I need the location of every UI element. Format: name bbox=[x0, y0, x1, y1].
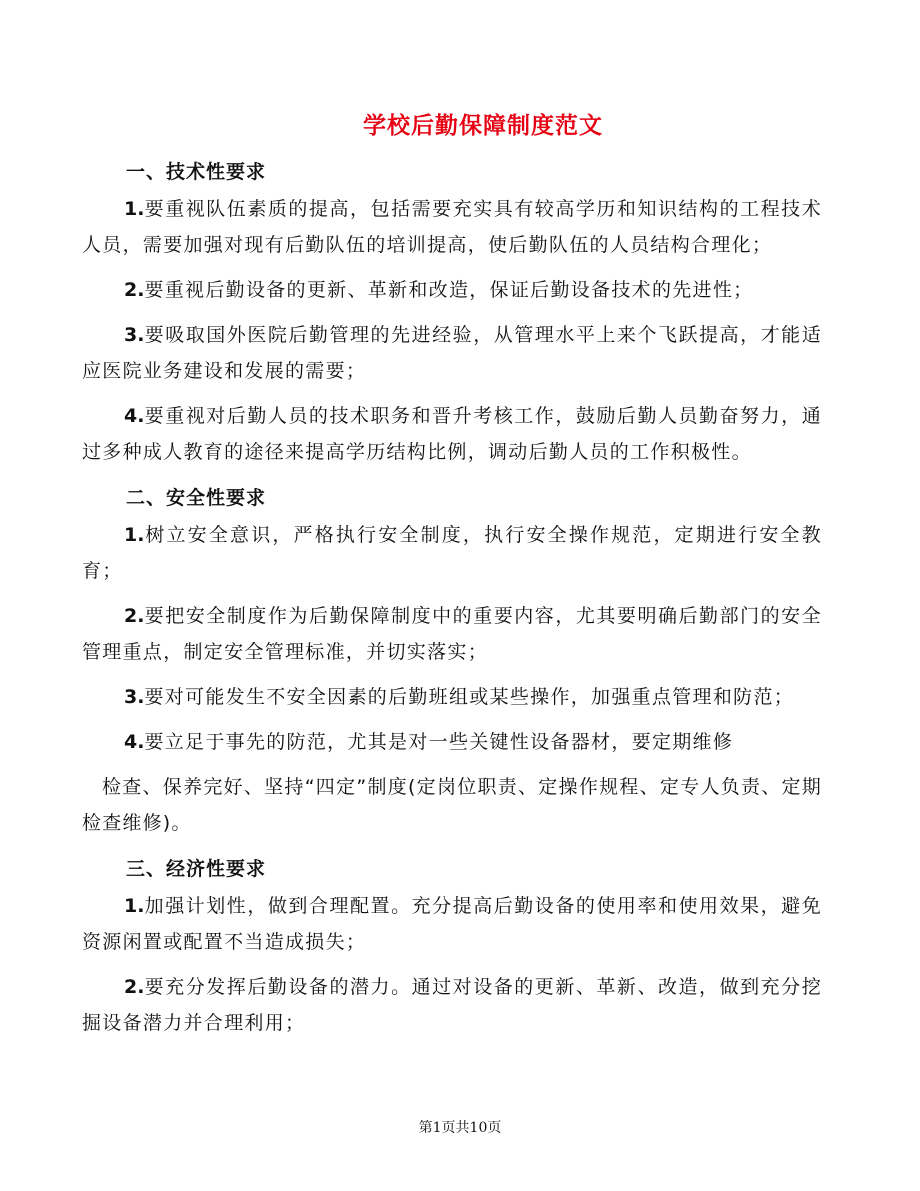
section-heading-safety: 二、安全性要求 bbox=[126, 487, 267, 509]
list-item bbox=[82, 517, 822, 589]
list-item bbox=[82, 888, 822, 960]
item-number: 3. bbox=[124, 686, 145, 708]
section-heading-economic: 三、经济性要求 bbox=[126, 858, 267, 880]
item-text: 要重视后勤设备的更新、革新和改造，保证后勤设备技术的先进性； bbox=[144, 279, 754, 301]
item-number: 1. bbox=[124, 895, 145, 917]
item-text: 加强计划性，做到合理配置。充分提高后勤设备的使用率和使用效果，避免资源闲置或配置不当造成损失； bbox=[82, 895, 822, 953]
list-item bbox=[82, 724, 822, 760]
list-item bbox=[82, 398, 822, 470]
item-number: 2. bbox=[124, 279, 145, 301]
list-item bbox=[82, 969, 822, 1041]
item-text: 树立安全意识，严格执行安全制度，执行安全操作规范，定期进行安全教育； bbox=[82, 524, 822, 582]
item-text: 要把安全制度作为后勤保障制度中的重要内容，尤其要明确后勤部门的安全管理重点，制定安全管理标准，并切实落实； bbox=[82, 605, 822, 663]
item-text: 要重视对后勤人员的技术职务和晋升考核工作，鼓励后勤人员勤奋努力，通过多种成人教育的途径来提高学历结构比例，调动后勤人员的工作积极性。 bbox=[82, 405, 822, 463]
section-heading-technical: 一、技术性要求 bbox=[126, 161, 267, 183]
list-item bbox=[82, 191, 822, 263]
item-text: 要充分发挥后勤设备的潜力。通过对设备的更新、革新、改造，做到充分挖掘设备潜力并合理利用； bbox=[82, 976, 822, 1034]
item-text: 要吸取国外医院后勤管理的先进经验，从管理水平上来个飞跃提高，才能适应医院业务建设和发展的需要； bbox=[82, 324, 822, 382]
item-number: 2. bbox=[124, 605, 145, 627]
list-item bbox=[82, 598, 822, 670]
item-number: 2. bbox=[124, 976, 145, 998]
item-number: 3. bbox=[124, 324, 145, 346]
page-number-footer: 第1页共10页 bbox=[418, 1120, 502, 1136]
item-number: 1. bbox=[124, 198, 145, 220]
item-number: 4. bbox=[124, 405, 145, 427]
list-item bbox=[82, 272, 822, 308]
list-item bbox=[82, 679, 822, 715]
list-item-continuation: 检查、保养完好、坚持“四定”制度(定岗位职责、定操作规程、定专人负责、定期检查维修)。 bbox=[82, 776, 822, 834]
document-body bbox=[82, 153, 822, 1050]
item-text: 要对可能发生不安全因素的后勤班组或某些操作，加强重点管理和防范； bbox=[144, 686, 795, 708]
item-text: 要立足于事先的防范，尤其是对一些关键性设备器材，要定期维修 bbox=[144, 731, 734, 753]
item-number: 4. bbox=[124, 731, 145, 753]
item-text: 要重视队伍素质的提高，包括需要充实具有较高学历和知识结构的工程技术人员，需要加强对现有后勤队伍的培训提高，使后勤队伍的人员结构合理化； bbox=[82, 198, 822, 256]
list-item bbox=[82, 317, 822, 389]
item-number: 1. bbox=[124, 524, 145, 546]
document-title: 学校后勤保障制度范文 bbox=[363, 112, 603, 139]
